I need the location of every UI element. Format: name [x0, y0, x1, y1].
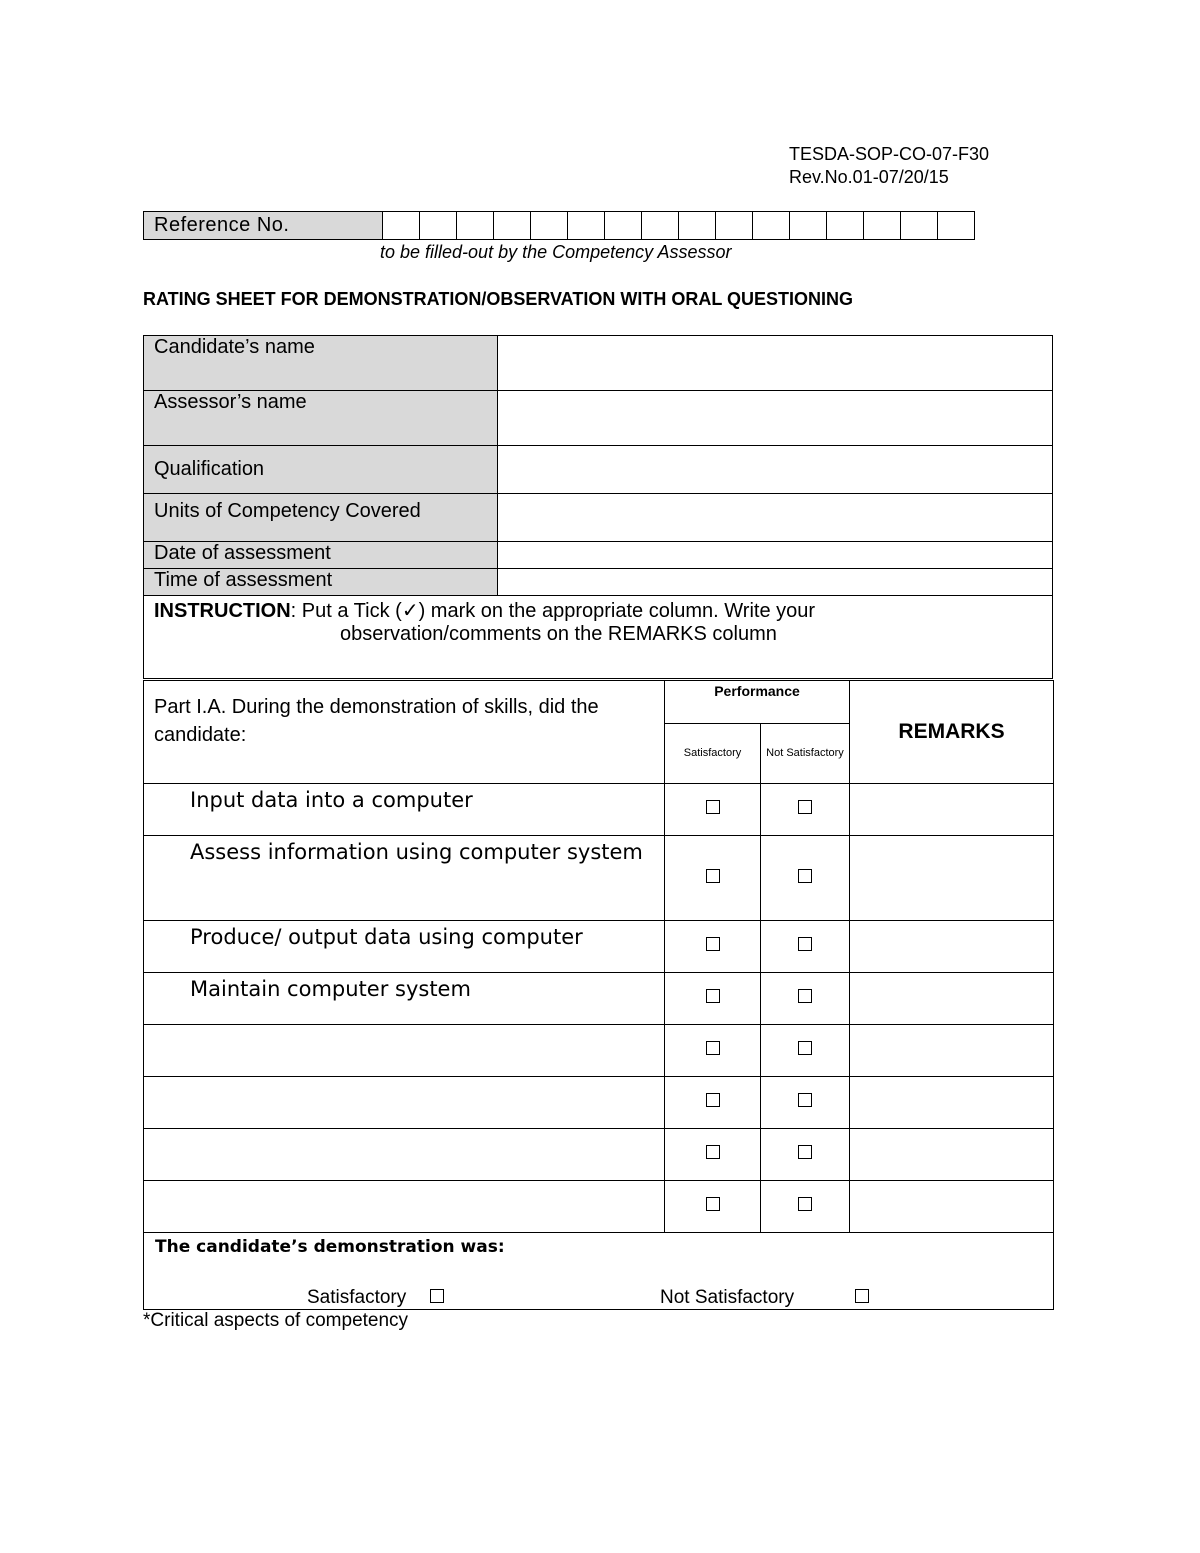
not-satisfactory-checkbox[interactable]: [798, 1041, 812, 1055]
satisfactory-checkbox[interactable]: [706, 800, 720, 814]
criterion-text[interactable]: [144, 1077, 665, 1129]
not-satisfactory-checkbox[interactable]: [798, 869, 812, 883]
remarks-cell[interactable]: [850, 784, 1054, 836]
remarks-header: REMARKS: [850, 681, 1054, 784]
units-of-competency-field[interactable]: [498, 494, 1053, 542]
reference-digit-box[interactable]: [642, 212, 679, 240]
overall-satisfactory-label: Satisfactory: [307, 1287, 407, 1308]
not-satisfactory-checkbox[interactable]: [798, 1093, 812, 1107]
page-title: RATING SHEET FOR DEMONSTRATION/OBSERVATION WITH ORAL QUESTIONING: [143, 289, 854, 309]
reference-note: to be filled-out by the Competency Assessor: [380, 242, 732, 262]
criterion-row: [144, 973, 1054, 1025]
criterion-text[interactable]: [144, 1025, 665, 1077]
reference-digit-box[interactable]: [790, 212, 827, 240]
overall-satisfactory-checkbox[interactable]: [430, 1289, 444, 1303]
footnote: *Critical aspects of competency: [143, 1310, 409, 1331]
reference-digit-box[interactable]: [568, 212, 605, 240]
reference-digit-box[interactable]: [383, 212, 420, 240]
remarks-cell[interactable]: [850, 836, 1054, 921]
performance-header: Performance: [665, 681, 850, 724]
units-of-competency-label: Units of Competency Covered: [144, 494, 498, 542]
remarks-cell[interactable]: [850, 1077, 1054, 1129]
remarks-cell[interactable]: [850, 1129, 1054, 1181]
criterion-row: [144, 1129, 1054, 1181]
satisfactory-column-header: Satisfactory: [665, 724, 761, 784]
remarks-cell[interactable]: [850, 1181, 1054, 1233]
time-of-assessment-field[interactable]: [498, 569, 1053, 596]
satisfactory-checkbox[interactable]: [706, 1041, 720, 1055]
not-satisfactory-column-header: Not Satisfactory: [761, 724, 850, 784]
not-satisfactory-checkbox[interactable]: [798, 1197, 812, 1211]
satisfactory-checkbox[interactable]: [706, 989, 720, 1003]
criterion-text[interactable]: [144, 1129, 665, 1181]
reference-digit-box[interactable]: [494, 212, 531, 240]
reference-digit-box[interactable]: [827, 212, 864, 240]
date-of-assessment-field[interactable]: [498, 542, 1053, 569]
criterion-text: Input data into a computer: [144, 784, 665, 836]
assessor-name-label: Assessor’s name: [144, 391, 498, 446]
criterion-text: Produce/ output data using computer: [144, 921, 665, 973]
instruction-text-line2: observation/comments on the REMARKS column: [340, 623, 777, 645]
remarks-cell[interactable]: [850, 921, 1054, 973]
not-satisfactory-checkbox[interactable]: [798, 800, 812, 814]
not-satisfactory-checkbox[interactable]: [798, 937, 812, 951]
criterion-row: [144, 1025, 1054, 1077]
criterion-row: [144, 836, 1054, 921]
document-code-block: [789, 143, 989, 189]
criterion-row: [144, 1181, 1054, 1233]
reference-digit-box[interactable]: [679, 212, 716, 240]
criterion-text: Maintain computer system: [144, 973, 665, 1025]
criterion-text: Assess information using computer system: [144, 836, 665, 921]
reference-digit-box[interactable]: [531, 212, 568, 240]
reference-digit-box[interactable]: [420, 212, 457, 240]
qualification-field[interactable]: [498, 446, 1053, 494]
reference-digit-box[interactable]: [864, 212, 901, 240]
part-heading: Part I.A. During the demonstration of skills, did the candidate:: [144, 681, 665, 784]
satisfactory-checkbox[interactable]: [706, 937, 720, 951]
revision-number: Rev.No.01-07/20/15: [789, 167, 949, 187]
overall-not-satisfactory-label: Not Satisfactory: [660, 1287, 795, 1308]
instruction-block: [144, 596, 1053, 679]
satisfactory-checkbox[interactable]: [706, 869, 720, 883]
reference-number-table: [143, 211, 975, 240]
criterion-text[interactable]: [144, 1181, 665, 1233]
assessor-name-field[interactable]: [498, 391, 1053, 446]
reference-digit-box[interactable]: [716, 212, 753, 240]
reference-digit-box[interactable]: [605, 212, 642, 240]
overall-not-satisfactory-option[interactable]: [660, 1287, 869, 1309]
reference-digit-box[interactable]: [901, 212, 938, 240]
candidate-name-field[interactable]: [498, 336, 1053, 391]
performance-table: [143, 680, 1054, 1310]
date-of-assessment-label: Date of assessment: [144, 542, 498, 569]
time-of-assessment-label: Time of assessment: [144, 569, 498, 596]
criterion-row: [144, 1077, 1054, 1129]
overall-satisfactory-option[interactable]: [307, 1287, 444, 1309]
instruction-label: INSTRUCTION: [154, 600, 291, 622]
overall-not-satisfactory-checkbox[interactable]: [855, 1289, 869, 1303]
demonstration-summary: [144, 1233, 1054, 1310]
candidate-name-label: Candidate’s name: [144, 336, 498, 391]
remarks-cell[interactable]: [850, 1025, 1054, 1077]
document-code: TESDA-SOP-CO-07-F30: [789, 144, 990, 164]
reference-digit-box[interactable]: [753, 212, 790, 240]
instruction-text: : Put a Tick (✓) mark on the appropriate column. Write your: [290, 600, 816, 622]
not-satisfactory-checkbox[interactable]: [798, 989, 812, 1003]
satisfactory-checkbox[interactable]: [706, 1197, 720, 1211]
reference-digit-box[interactable]: [938, 212, 975, 240]
candidate-info-table: [143, 335, 1053, 679]
reference-digit-box[interactable]: [457, 212, 494, 240]
summary-title: The candidate’s demonstration was:: [155, 1237, 505, 1257]
qualification-label: Qualification: [144, 446, 498, 494]
remarks-cell[interactable]: [850, 973, 1054, 1025]
reference-number-label: Reference No.: [144, 212, 383, 240]
satisfactory-checkbox[interactable]: [706, 1145, 720, 1159]
criterion-row: [144, 921, 1054, 973]
not-satisfactory-checkbox[interactable]: [798, 1145, 812, 1159]
criterion-row: [144, 784, 1054, 836]
satisfactory-checkbox[interactable]: [706, 1093, 720, 1107]
